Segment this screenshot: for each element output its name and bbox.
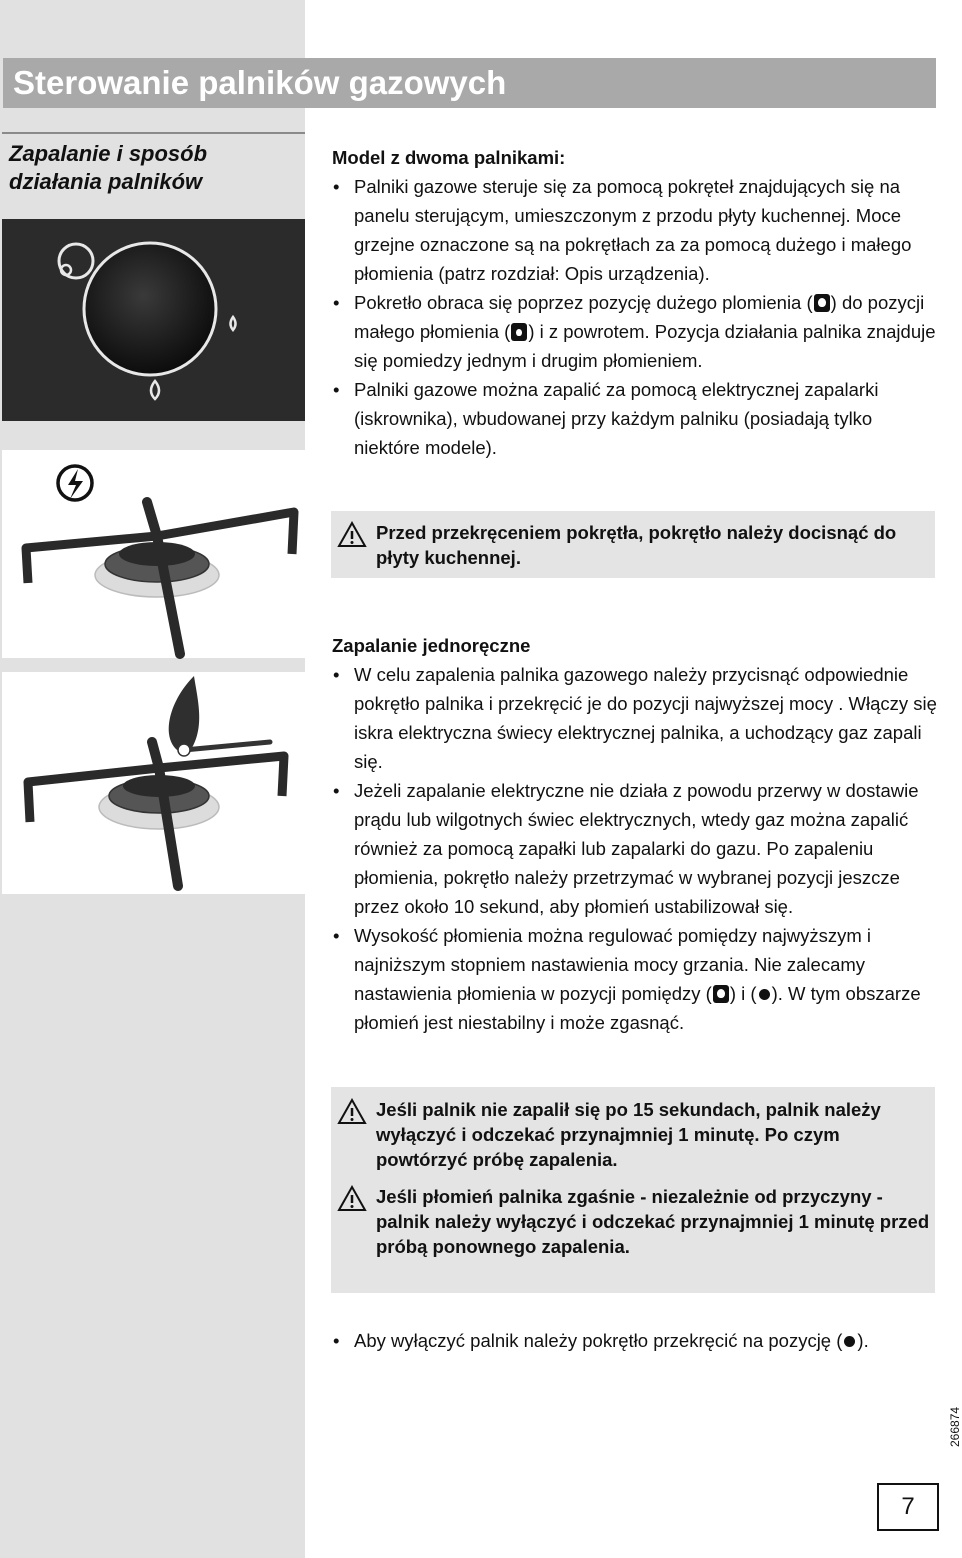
warning-item: Jeśli płomień palnika zgaśnie - niezależnie od przyczyny - palnik należy wyłączyć i odczekać przynajmniej 1 minutę przed próbą ponownego zapalenia. <box>331 1172 935 1259</box>
list-item: • Aby wyłączyć palnik należy pokrętło przekręcić na pozycję ( ). <box>332 1326 937 1355</box>
section-divider <box>2 132 305 134</box>
warning-box-1 <box>331 511 935 578</box>
list-item: • Jeżeli zapalanie elektryczne nie działa z powodu przerwy w dostawie prądu lub wilgotnych świec elektrycznych, wtedy gaz można zapalić również za pomocą zapałki lub zapalarki do gazu. Po zapaleniu płomienia, pokrętło należy przetrzymać w wybranej pozycji jeszcze przez około 10 sekund, aby płomień ustabilizował się. <box>332 776 937 921</box>
warning-triangle-icon <box>337 1185 367 1212</box>
title-bar <box>3 58 936 108</box>
one-hand-ignition-list <box>332 660 937 1037</box>
list-item: • Pokretło obraca się poprzez pozycję dużego plomienia ( ) do pozycji małego płomienia ( ) i z powrotem. Pozycja działania palnika znajduje się pomiedzy jednym i drugim płomieniem. <box>332 288 937 375</box>
page-number: 7 <box>877 1483 939 1531</box>
list-item: • Wysokość płomienia można regulować pomiędzy najwyższym i najniższym stopniem nastawienia mocy grzania. Nie zalecamy nastawienia płomienia w pozycji pomiędzy ( ) i ( ). W tym obszarze płomień jest niestabilny i może zgasnąć. <box>332 921 937 1037</box>
knob-panel-image <box>2 219 305 421</box>
final-instruction <box>332 1326 937 1355</box>
burner-spark-image <box>2 450 305 658</box>
content-area-2 <box>332 631 937 1037</box>
warning-triangle-icon <box>337 521 367 548</box>
small-flame-icon <box>511 323 527 341</box>
burner-match-image <box>2 672 305 894</box>
content-area <box>332 143 937 462</box>
section-title: Zapalanie i sposób działania palników <box>9 141 208 194</box>
warning-box-2 <box>331 1087 935 1293</box>
two-burner-heading: Model z dwoma palnikami: <box>332 147 566 168</box>
one-hand-ignition-heading: Zapalanie jednoręczne <box>332 635 531 656</box>
document-code: 266874 <box>948 1406 962 1447</box>
off-position-dot-icon <box>759 989 770 1000</box>
list-item: • Palniki gazowe można zapalić za pomocą elektrycznej zapalarki (iskrownika), wbudowanej przy każdym palniku (posiadają tylko niektóre modele). <box>332 375 937 462</box>
warning-item: Jeśli palnik nie zapalił się po 15 sekundach, palnik należy wyłączyć i odczekać przynajmniej 1 minutę. Po czym powtórzyć próbę zapalenia. <box>331 1087 935 1172</box>
list-item: • Palniki gazowe steruje się za pomocą pokręteł znajdujących się na panelu sterującym, umieszczonym z przodu płyty kuchennej. Moce grzejne oznaczone są na pokrętłach za za pomocą dużego i małego płomienia (patrz rozdział: Opis urządzenia). <box>332 172 937 288</box>
off-position-dot-icon <box>844 1336 855 1347</box>
two-burner-list <box>332 172 937 462</box>
warning-triangle-icon <box>337 1098 367 1125</box>
large-flame-icon <box>713 985 729 1003</box>
warning-item: Przed przekręceniem pokrętła, pokrętło należy docisnąć do płyty kuchennej. <box>331 511 935 570</box>
list-item: • W celu zapalenia palnika gazowego należy przycisnąć odpowiednie pokrętło palnika i przekręcić je do pozycji najwyższej mocy . Włączy się iskra elektryczna świecy elektrycznej palnika, a uchodzący gaz zapali się. <box>332 660 937 776</box>
large-flame-icon <box>814 294 830 312</box>
page-title: Sterowanie palników gazowych <box>13 64 507 101</box>
